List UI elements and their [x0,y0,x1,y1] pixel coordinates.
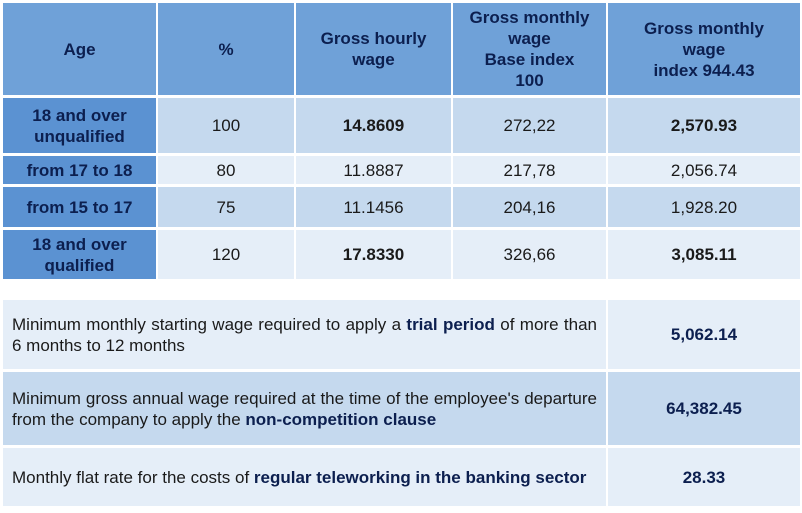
minimum-value: 64,382.45 [607,371,800,447]
minimum-value: 5,062.14 [607,300,800,371]
monthly-base-cell: 217,78 [452,155,607,186]
age-cell: from 15 to 17 [3,186,157,229]
wage-table [3,3,800,282]
header-monthly-base: Gross monthly wage Base index 100 [452,3,607,97]
monthly-index-cell: 2,056.74 [607,155,800,186]
percent-cell: 120 [157,229,295,281]
minimum-row [3,371,800,447]
table-row [3,186,800,229]
minimum-value: 28.33 [607,447,800,508]
table-row [3,229,800,281]
minimum-description: Minimum gross annual wage required at the time of the employee's departure from the company to apply the non-competition clause [3,371,607,447]
table-row [3,155,800,186]
hourly-cell: 11.1456 [295,186,452,229]
percent-cell: 80 [157,155,295,186]
header-monthly-index: Gross monthly wage index 944.43 [607,3,800,97]
table-row [3,97,800,155]
percent-cell: 75 [157,186,295,229]
percent-cell: 100 [157,97,295,155]
monthly-index-cell: 1,928.20 [607,186,800,229]
monthly-index-cell: 3,085.11 [607,229,800,281]
age-cell: 18 and over qualified [3,229,157,281]
minimums-table [3,300,800,509]
hourly-cell: 17.8330 [295,229,452,281]
hourly-cell: 14.8609 [295,97,452,155]
monthly-base-cell: 326,66 [452,229,607,281]
age-cell: 18 and over unqualified [3,97,157,155]
minimum-row [3,447,800,508]
header-percent: % [157,3,295,97]
monthly-index-cell: 2,570.93 [607,97,800,155]
minimum-keyword: trial period [406,314,495,334]
minimum-keyword: regular teleworking in the banking sector [253,467,587,487]
header-age: Age [3,3,157,97]
minimum-row [3,300,800,371]
header-hourly: Gross hourly wage [295,3,452,97]
monthly-base-cell: 204,16 [452,186,607,229]
minimum-description: Minimum monthly starting wage required to apply a trial period of more than 6 months to 12 months [3,300,607,371]
hourly-cell: 11.8887 [295,155,452,186]
minimum-keyword: non-competition clause [245,409,437,429]
age-cell: from 17 to 18 [3,155,157,186]
header-row [3,3,800,97]
minimum-description: Monthly flat rate for the costs of regular teleworking in the banking sector [3,447,607,508]
monthly-base-cell: 272,22 [452,97,607,155]
